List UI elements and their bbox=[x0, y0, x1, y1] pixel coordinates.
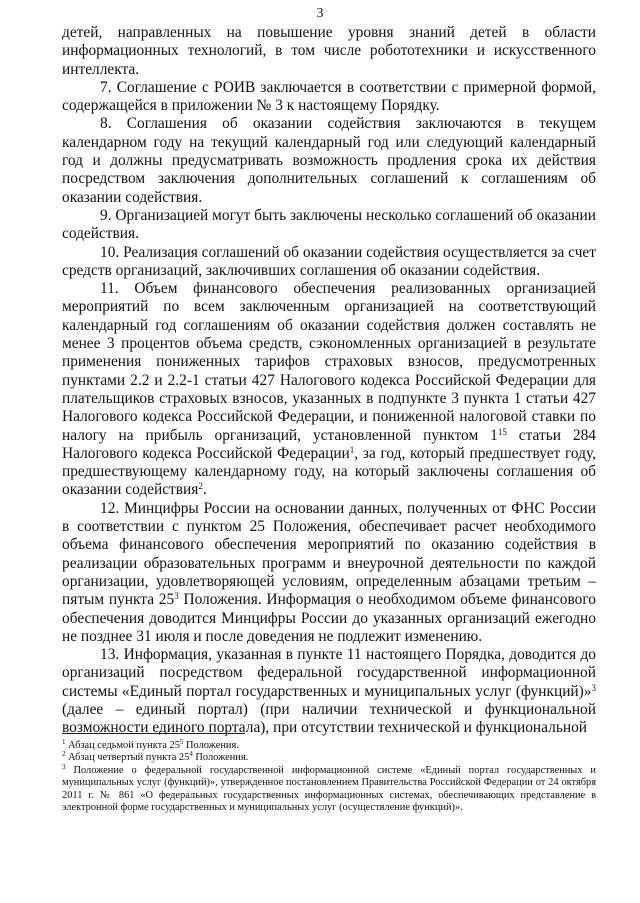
paragraph-continuation: детей, направленных на повышение уровня знаний детей в области информационных технологий, в том числе робототехники и искусственного интеллекта. bbox=[62, 24, 596, 78]
paragraph-7: 7. Соглашение с РОИВ заключается в соответствии с примерной формой, содержащейся в приложении № 3 к настоящему Порядку. bbox=[62, 78, 596, 115]
superscript-15: 15 bbox=[497, 426, 507, 437]
footnote-mark-3: 3 bbox=[62, 762, 66, 771]
footnote-2-sup: 4 bbox=[189, 750, 193, 759]
footnote-2-text-a: Абзац четвертый пункта 25 bbox=[65, 752, 190, 764]
footnote-ref-2[interactable]: 2 bbox=[198, 481, 203, 492]
paragraph-13-text-b: (далее – единый портал) (при наличии технической и функциональной возможности единого портала), при отсутствии технической и функциональной bbox=[62, 700, 596, 737]
paragraph-11-text-c: , за год, который предшествует году, предшествующему календарному году, на который заключены соглашения об оказании содействия bbox=[62, 444, 596, 499]
footnote-2 bbox=[62, 752, 596, 764]
paragraph-12-text-b: Положения. Информация о необходимом объеме финансового обеспечения доводится Минцифры России до указанных организаций ежегодно не позднее 31 июля и после доведения не подлежит изменению. bbox=[62, 591, 596, 645]
paragraph-9: 9. Организацией могут быть заключены несколько соглашений об оказании содействия. bbox=[62, 206, 596, 243]
paragraph-11-text-d: . bbox=[202, 481, 207, 499]
paragraph-10: 10. Реализация соглашений об оказании содействия осуществляется за счет средств организаций, заключивших соглашения об оказании содействия. bbox=[62, 243, 596, 279]
footnote-2-text-b: Положения. bbox=[192, 752, 249, 764]
paragraph-8: 8. Соглашения об оказании содействия заключаются в текущем календарном году на текущий календарный год или следующий календарный год и должны предусматривать возможность продления срока их действия посредством заключения дополнительных соглашений к соглашениям об оказании содействия. bbox=[62, 115, 596, 206]
footnote-3 bbox=[62, 762, 596, 815]
footnote-mark-1: 1 bbox=[62, 738, 66, 746]
footnote-mark-2: 2 bbox=[62, 750, 66, 759]
footnote-3-text: Положение о федеральной государственной информационной системе «Единый портал государственных и муниципальных услуг (функций)», утвержденное постановлением Правительства Российской Федерации от 24 октября 2011 г. № 861 «О федеральных государственных информационных системах, обеспечивающих представление в электронной форме государственных и муниципальных услуг (осуществление функций)». bbox=[62, 764, 596, 814]
footnote-1 bbox=[62, 740, 596, 752]
paragraph-13-text-a: 13. Информация, указанная в пункте 11 настоящего Порядка, доводится до организаций посредством федеральной государственной информационной системы «Единый портал государственных и муниципальных услуг (функций)» bbox=[62, 646, 596, 700]
footnote-1-sup: 5 bbox=[179, 738, 184, 746]
footnotes bbox=[62, 740, 596, 814]
footnote-divider bbox=[62, 733, 245, 734]
footnote-ref-1[interactable]: 1 bbox=[349, 444, 355, 455]
paragraph-13 bbox=[62, 646, 596, 737]
page-number: 3 bbox=[316, 6, 324, 21]
paragraph-11 bbox=[62, 280, 596, 500]
document-body bbox=[62, 24, 596, 738]
footnote-1-text-a: Абзац седьмой пункта 25 bbox=[65, 740, 180, 751]
footnote-ref-3[interactable]: 3 bbox=[591, 682, 596, 693]
paragraph-12 bbox=[62, 500, 596, 646]
paragraph-11-text-b: статьи 284 Налогового кодекса Российской Федерации bbox=[62, 426, 596, 462]
superscript-3: 3 bbox=[174, 591, 179, 602]
paragraph-12-text-a: 12. Минцифры России на основании данных, полученных от ФНС России в соответствии с пунктом 25 Положения, обеспечивает расчет необходимого объема финансового обеспечения мероприятий по оказанию содействия в реализации образовательных программ и внеурочной деятельности по каждой организации, удовлетворяющей условиям, определенным абзацами третьим – пятым пункта 25 bbox=[62, 499, 596, 609]
footnote-1-text-b: Положения. bbox=[183, 740, 239, 751]
paragraph-11-text-a: 11. Объем финансового обеспечения реализованных организацией мероприятий по всем заключенным организацией на соответствующий календарный год соглашениям об оказании содействия должен составлять не менее 3 процентов объема средств, сэкономленных организацией в результате применения пониженных тарифов страховых взносов, предусмотренных пунктами 2.2 и 2.2-1 статьи 427 Налогового кодекса Российской Федерации для плательщиков страховых взносов, указанных в подпункте 3 пункта 1 статьи 427 Налогового кодекса Российской Федерации, и пониженной налоговой ставки по налогу на прибыль организаций, установленной пунктом 1 bbox=[62, 280, 596, 444]
